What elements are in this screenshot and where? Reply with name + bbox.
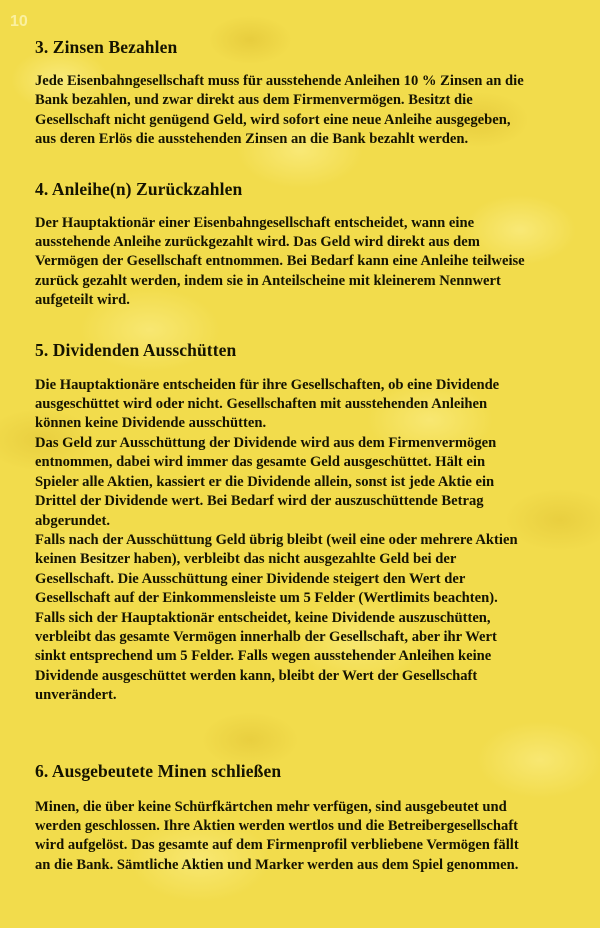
section-title-minen-schliessen: 6. Ausgebeutete Minen schließen <box>35 760 282 781</box>
section-title-dividenden-ausschuetten: 5. Dividenden Ausschütten <box>35 339 237 360</box>
section-body-minen-schliessen: Minen, die über keine Schürfkärtchen mehr verfügen, sind ausgebeutet und werden geschlossen. Ihre Aktien werden wertlos und die Betreibergesellschaft wird aufgelöst. Das gesamte auf dem Firmenprofil verbliebene Vermögen fällt an die Bank. Sämtliche Aktien und Marker werden aus dem Spiel genommen. <box>35 798 519 873</box>
document-content <box>35 36 580 875</box>
page-number: 10 <box>10 13 28 30</box>
section-title-anleihe-zurueckzahlen: 4. Anleihe(n) Zurückzahlen <box>35 178 243 199</box>
section-body-anleihe-zurueckzahlen: Der Hauptaktionär einer Eisenbahngesellschaft entscheidet, wann eine ausstehende Anleihe zurückgezahlt wird. Das Geld wird direkt aus dem Vermögen der Gesellschaft entnommen. Bei Bedarf kann eine Anleihe teilweise zurück gezahlt werden, indem sie in Anteilscheine mit kleinerem Nennwert aufgeteilt wird. <box>35 214 525 309</box>
section-body-zinsen-bezahlen: Jede Eisenbahngesellschaft muss für ausstehende Anleihen 10 % Zinsen an die Bank bezahlen, und zwar direkt aus dem Firmenvermögen. Besitzt die Gesellschaft nicht genügend Geld, wird sofort eine neue Anleihe ausgegeben, aus deren Erlös die ausstehenden Zinsen an die Bank bezahlt werden. <box>35 73 524 148</box>
section-body-dividenden-ausschuetten: Die Hauptaktionäre entscheiden für ihre Gesellschaften, ob eine Dividende ausgeschüttet wird oder nicht. Gesellschaften mit ausstehenden Anleihen können keine Dividende ausschütten. Das Geld zur Ausschüttung der Dividende wird aus dem Firmenvermögen entnommen, dabei wird immer das gesamte Geld ausgeschüttet. Hält ein Spieler alle Aktien, kassiert er die Dividende allein, sonst ist jede Aktie ein Drittel der Dividende wert. Bei Bedarf wird der auszuschüttende Betrag abgerundet. Falls nach der Ausschüttung Geld übrig bleibt (weil eine oder mehrere Aktien keinen Besitzer haben), verbleibt das nicht ausgezahlte Geld bei der Gesellschaft. Die Ausschüttung einer Dividende steigert den Wert der Gesellschaft auf der Einkommensleiste um 5 Felder (Wertlimits beachten). Falls sich der Hauptaktionär entscheidet, keine Dividende auszuschütten, verbleibt das gesamte Vermögen innerhalb der Gesellschaft, aber ihr Wert sinkt entsprechend um 5 Felder. Falls wegen ausstehender Anleihen keine Dividende ausgeschüttet werden kann, bleibt der Wert der Gesellschaft unverändert. <box>35 376 518 704</box>
section-title-zinsen-bezahlen: 3. Zinsen Bezahlen <box>35 37 178 57</box>
